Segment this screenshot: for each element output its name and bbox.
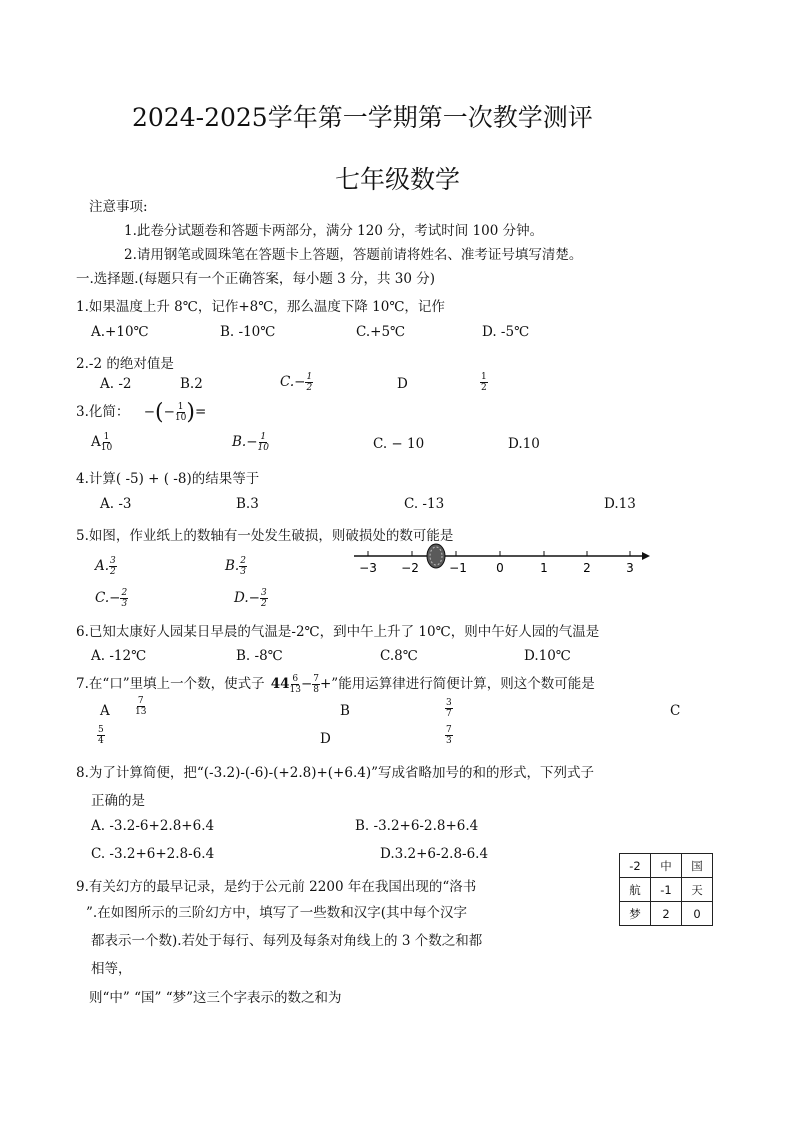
minus-sign: −: [143, 404, 155, 420]
numerator: 7: [446, 725, 452, 735]
numerator: 2: [240, 556, 246, 566]
question-7-stem: [76, 672, 595, 695]
question-4-option-a: A. -3: [100, 496, 132, 512]
fraction: [480, 372, 488, 393]
magic-square-cell: 0: [682, 902, 713, 926]
question-9-line-1: 9.有关幻方的最早记录，是约于公元前 2200 年在我国出现的“洛书: [76, 879, 477, 895]
notice-item-2: 2.请用钢笔或圆珠笔在答题卡上答题，答题前请将姓名、准考证号填写清楚。: [124, 247, 583, 263]
option-letter: B.−: [232, 434, 258, 450]
question-3-option-d: D.10: [508, 436, 540, 452]
option-letter: A.: [95, 558, 110, 574]
numerator: 1: [481, 372, 487, 382]
question-9-line-4: 相等，: [91, 961, 132, 977]
notice-item-1: 1.此卷分试题卷和答题卡两部分，满分 120 分，考试时间 100 分钟。: [124, 223, 544, 239]
numerator: 7: [313, 674, 319, 684]
magic-square-cell: 2: [651, 902, 682, 926]
tick-label: 1: [540, 561, 548, 575]
magic-square-row: [620, 878, 713, 902]
question-7-option-d-value: [445, 725, 453, 746]
question-9-line-5: 则“中” “国” “梦”这三个字表示的数之和为: [89, 990, 342, 1006]
numerator: 3: [446, 698, 452, 708]
fraction: [260, 588, 268, 609]
denominator: 10: [257, 443, 269, 453]
question-7-prefix: 7.在“口”里填上一个数，使式子: [76, 676, 265, 692]
numerator: 3: [110, 556, 116, 566]
fraction: [135, 696, 146, 717]
fraction: [175, 402, 186, 423]
numerator: 3: [260, 588, 267, 598]
fraction: [101, 432, 112, 453]
right-paren: ): [186, 400, 195, 425]
question-4-option-c: C. -13: [404, 496, 445, 512]
denominator: 2: [260, 599, 267, 609]
magic-square-row: [620, 902, 713, 926]
magic-square-cell: 梦: [620, 902, 651, 926]
magic-square-cell: 中: [651, 854, 682, 878]
numerator: 1: [260, 432, 267, 442]
question-7-suffix: +”能用运算律进行简便计算，则这个数可能是: [319, 676, 595, 692]
numerator: 7: [137, 696, 144, 706]
numerator: 5: [98, 725, 104, 735]
magic-square: [619, 853, 713, 926]
magic-square-row: [620, 854, 713, 878]
tick-label: −1: [449, 561, 467, 575]
question-5-stem: 5.如图，作业纸上的数轴有一处发生破损，则破损处的数可能是: [76, 528, 454, 544]
numerator: 1: [177, 402, 184, 412]
question-6-option-d: D.10℃: [524, 648, 571, 664]
question-7-option-b-value: [445, 698, 453, 719]
denominator: 4: [98, 736, 104, 746]
question-2-option-d-value: [480, 372, 488, 393]
fraction: [258, 432, 269, 453]
fraction: [305, 372, 313, 393]
question-5-option-a: [95, 556, 117, 577]
question-4-option-d: D.13: [604, 496, 636, 512]
question-2-option-a: A. -2: [100, 376, 132, 392]
question-1-option-a: A.+10℃: [91, 324, 149, 340]
equals-sign: =: [194, 404, 207, 420]
question-8-option-c: C. -3.2+6+2.8-6.4: [91, 846, 215, 862]
question-1-stem: 1.如果温度上升 8℃，记作+8℃，那么温度下降 10℃，记作: [76, 299, 445, 315]
magic-square-cell: -2: [620, 854, 651, 878]
magic-square-cell: 天: [682, 878, 713, 902]
question-2-option-c: [280, 372, 313, 393]
number-line-arrow: [642, 552, 650, 560]
denominator: 10: [174, 413, 187, 423]
question-8-option-a: A. -3.2-6+2.8+6.4: [91, 818, 215, 834]
tick-label: 3: [626, 561, 634, 575]
question-7-option-c-value: [97, 725, 105, 746]
denominator: 13: [135, 707, 147, 717]
question-2-option-c-prefix: C.−: [280, 374, 306, 390]
fraction: [445, 698, 453, 719]
question-8-stem-line-1: 8.为了计算简便，把“(-3.2)-(-6)-(+2.8)+(+6.4)”写成省略加号的和的形式，下列式子: [76, 765, 594, 781]
numerator: 6: [292, 674, 299, 684]
question-9-line-2: ”.在如图所示的三阶幻方中，填写了一些数和汉字(其中每个汉字: [86, 905, 467, 921]
question-6-option-a: A. -12℃: [91, 648, 147, 664]
notice-heading: 注意事项:: [89, 199, 148, 215]
question-8-option-d: D.3.2+6-2.8-6.4: [380, 846, 489, 862]
question-7-option-c-letter: C: [670, 703, 681, 719]
fraction: [312, 674, 320, 695]
numerator: 2: [121, 588, 128, 598]
question-1-option-c: C.+5℃: [356, 324, 406, 340]
fraction: [109, 556, 117, 577]
fraction: [97, 725, 105, 746]
option-letter: D.−: [234, 590, 260, 606]
minus-sign: −: [300, 676, 313, 692]
question-3-option-c: C. − 10: [373, 436, 425, 452]
denominator: 2: [306, 383, 313, 393]
denominator: 3: [446, 736, 452, 746]
question-3-prefix: 3.化简：: [76, 404, 130, 420]
magic-square-cell: 航: [620, 878, 651, 902]
option-letter: C.−: [95, 590, 121, 606]
question-7-option-a-value: [135, 696, 146, 717]
question-3-option-b: [232, 432, 269, 453]
denominator: 13: [289, 685, 301, 695]
question-3-option-a: [91, 432, 112, 453]
whole-number: 44: [270, 676, 290, 692]
minus-sign: −: [163, 404, 175, 420]
question-8-stem-line-2: 正确的是: [91, 793, 145, 809]
tick-label: −3: [359, 561, 377, 575]
tick-label: 2: [583, 561, 591, 575]
page-title: 2024-2025学年第一学期第一次教学测评: [132, 103, 593, 132]
option-letter: B.: [225, 558, 240, 574]
question-7-option-a-letter: A: [100, 703, 110, 719]
magic-square-cell: 国: [682, 854, 713, 878]
question-3-stem: [76, 400, 206, 425]
question-4-stem: 4.计算( -5) + ( -8)的结果等于: [76, 471, 260, 487]
question-6-option-b: B. -8℃: [236, 648, 283, 664]
left-paren: (: [155, 400, 164, 425]
question-8-option-b: B. -3.2+6-2.8+6.4: [355, 818, 479, 834]
question-1-option-b: B. -10℃: [220, 324, 276, 340]
numerator: 1: [306, 372, 313, 382]
question-5-option-d: [234, 588, 268, 609]
tick-label: 0: [496, 561, 504, 575]
fraction: [239, 556, 247, 577]
tick-label: −2: [401, 561, 419, 575]
question-5-option-b: [225, 556, 247, 577]
question-6-stem: 6.已知太康好人园某日早晨的气温是-2℃，到中午上升了 10℃，则中午好人园的气温是: [76, 624, 600, 640]
question-2-option-b: B.2: [180, 376, 203, 392]
denominator: 2: [481, 383, 487, 393]
option-letter: A: [91, 434, 101, 450]
question-7-option-b-letter: B: [340, 703, 350, 719]
question-5-option-c: [95, 588, 128, 609]
denominator: 2: [110, 567, 116, 577]
fraction: [445, 725, 453, 746]
question-4-option-b: B.3: [236, 496, 259, 512]
denominator: 7: [446, 709, 452, 719]
fraction: [289, 674, 300, 695]
section-heading: 一.选择题.(每题只有一个正确答案，每小题 3 分，共 30 分): [76, 271, 436, 287]
question-2-stem: 2.-2 的绝对值是: [76, 356, 174, 372]
fraction: [120, 588, 128, 609]
denominator: 3: [240, 567, 246, 577]
question-9-line-3: 都表示一个数).若处于每行、每列及每条对角线上的 3 个数之和都: [91, 933, 483, 949]
page-subtitle: 七年级数学: [335, 165, 461, 194]
denominator: 8: [313, 685, 319, 695]
question-6-option-c: C.8℃: [380, 648, 418, 664]
number-line-figure: [350, 542, 650, 578]
question-7-option-d-letter: D: [320, 731, 331, 747]
denominator: 10: [100, 443, 113, 453]
magic-square-cell: -1: [651, 878, 682, 902]
numerator: 1: [103, 432, 110, 442]
question-2-option-d: D: [397, 376, 408, 392]
question-1-option-d: D. -5℃: [482, 324, 530, 340]
denominator: 3: [121, 599, 128, 609]
